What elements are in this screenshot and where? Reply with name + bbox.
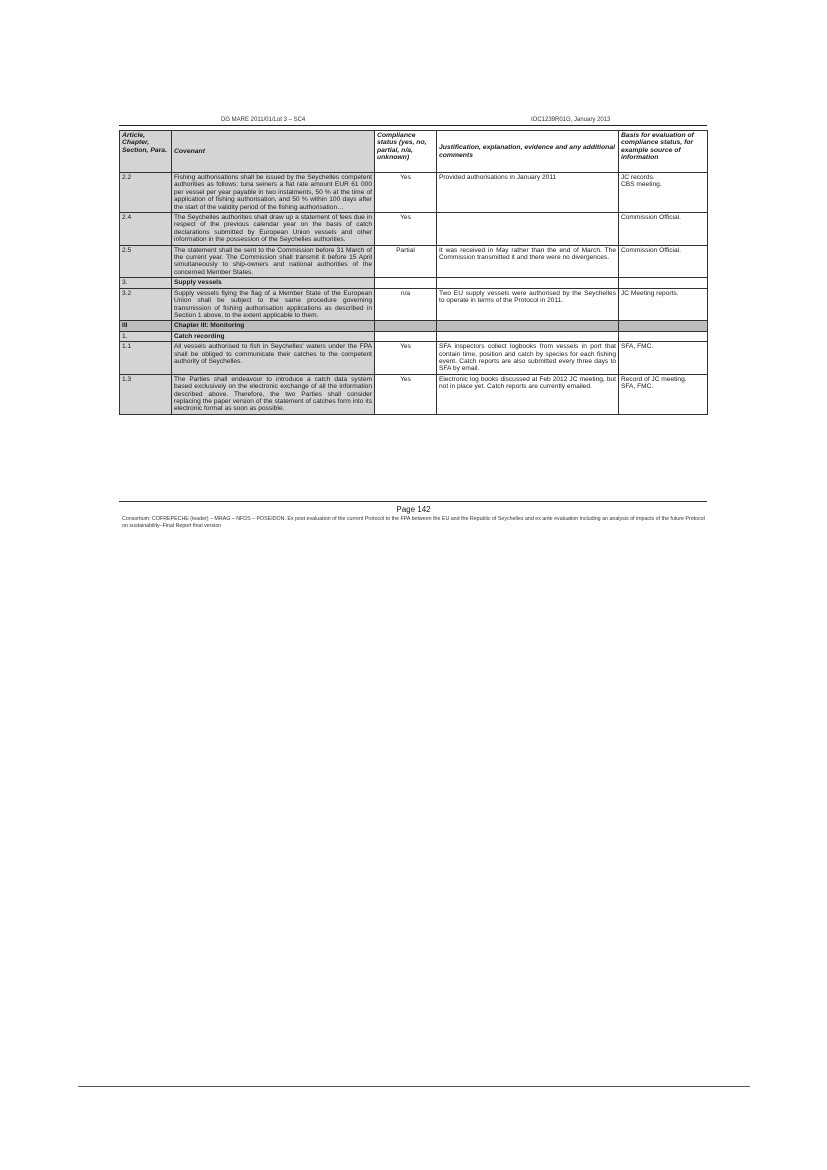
cell-basis: Record of JC meeting. SFA, FMC. <box>619 374 708 414</box>
cell-justification: Electronic log books discussed at Feb 2012 JC meeting, but not in place yet. Catch reports are currently emailed. <box>437 374 619 414</box>
header-left: DG MARE 2011/01/Lot 3 – SC4 <box>221 117 306 123</box>
page-number: Page 142 <box>396 505 431 514</box>
cell-empty <box>437 278 619 288</box>
cell-empty <box>375 278 437 288</box>
col-header-covenant: Covenant <box>172 131 375 173</box>
cell-ref: 2.5 <box>120 245 172 278</box>
cell-covenant: All vessels authorised to fish in Seychelles' waters under the FPA shall be obliged to communicate their catches to the competent authority of Seychelles. <box>172 342 375 375</box>
cell-ref: 2.2 <box>120 173 172 213</box>
cell-empty <box>619 278 708 288</box>
page-bottom-rule <box>78 1086 750 1087</box>
cell-covenant: Supply vessels flying the flag of a Member State of the European Union shall be subject to the same procedure governing transmission of fishing authorisation applications as described in Section 1 above, to the extent applicable to them. <box>172 288 375 321</box>
cell-section-title: Catch recording <box>172 331 375 341</box>
consortium-footer: Consortium: COFREPECHE (leader) – MRAG – NFDS – POSEIDON. Ex post evaluation of the current Protocol to the FPA between the EU and the Republic of Seychelles and ex ante evaluation including an analysis of impacts of the future Protocol on sustainability–Final Report final version <box>122 516 705 529</box>
cell-covenant: The Seychelles authorities shall draw up a statement of fees due in respect of the previous calendar year on the basis of catch declarations submitted by European Union vessels and other information in the possession of the Seychelles authorities. <box>172 213 375 246</box>
cell-justification <box>437 213 619 246</box>
cell-status: Yes <box>375 213 437 246</box>
cell-basis: Commission Official. <box>619 245 708 278</box>
col-header-article: Article, Chapter, Section, Para. <box>120 131 172 173</box>
cell-ref: 1.3 <box>120 374 172 414</box>
cell-status: n/a <box>375 288 437 321</box>
cell-status: Yes <box>375 173 437 213</box>
cell-justification: It was received in May rather than the end of March. The Commission transmitted it and there were no divergences. <box>437 245 619 278</box>
covenant-table <box>119 130 708 415</box>
cell-chapter-title: Chapter III: Monitoring <box>172 321 375 331</box>
cell-covenant: The statement shall be sent to the Commission before 31 March of the current year. The Commission shall transmit it before 15 April simultaneously to ship-owners and national authorities of the concerned Member States. <box>172 245 375 278</box>
cell-justification: Provided authorisations in January 2011 <box>437 173 619 213</box>
cell-covenant: The Parties shall endeavour to introduce a catch data system based exclusively on the electronic exchange of all the information described above. Therefore, the two Parties shall consider replacing the paper version of the statement of catches form into its electronic format as soon as possible. <box>172 374 375 414</box>
cell-basis: Commission Official. <box>619 213 708 246</box>
cell-basis: JC records. CBS meeting. <box>619 173 708 213</box>
cell-empty <box>375 331 437 341</box>
table-row <box>120 173 708 213</box>
cell-basis: SFA, FMC. <box>619 342 708 375</box>
cell-status: Yes <box>375 342 437 375</box>
table-row <box>120 213 708 246</box>
cell-empty <box>619 331 708 341</box>
section-heading-row <box>120 331 708 341</box>
chapter-heading-row <box>120 321 708 331</box>
cell-ref: 3.2 <box>120 288 172 321</box>
cell-covenant: Fishing authorisations shall be issued by the Seychelles competent authorities as follows: tuna seiners a flat rate amount EUR 61 000 per vessel per year payable in two instalments, 50 % at the time of application of fishing authorisation, and 50 % within 100 days after the start of the validity period of the fishing authorisation… <box>172 173 375 213</box>
cell-status: Yes <box>375 374 437 414</box>
table-row <box>120 245 708 278</box>
cell-empty <box>437 321 619 331</box>
table-row <box>120 374 708 414</box>
header-right: IOC1239R01G, January 2013 <box>531 117 611 123</box>
header-rule <box>119 125 707 126</box>
footer-rule <box>119 501 707 502</box>
col-header-basis: Basis for evaluation of compliance status, for example source of information <box>619 131 708 173</box>
cell-ref: 1.1 <box>120 342 172 375</box>
table-row <box>120 342 708 375</box>
table-header-row <box>120 131 708 173</box>
col-header-status: Compliance status (yes, no, partial, n/a, unknown) <box>375 131 437 173</box>
cell-ref: III <box>120 321 172 331</box>
cell-ref: 2.4 <box>120 213 172 246</box>
cell-ref: 3. <box>120 278 172 288</box>
cell-empty <box>619 321 708 331</box>
cell-ref: 1. <box>120 331 172 341</box>
col-header-justification: Justification, explanation, evidence and any additional comments <box>437 131 619 173</box>
cell-justification: Two EU supply vessels were authorised by the Seychelles to operate in terms of the Protocol in 2011. <box>437 288 619 321</box>
cell-empty <box>375 321 437 331</box>
cell-empty <box>437 331 619 341</box>
section-heading-row <box>120 278 708 288</box>
cell-justification: SFA inspectors collect logbooks from vessels in port that contain time, position and catch by species for each fishing event. Catch reports are also submitted every three days to SFA by email. <box>437 342 619 375</box>
cell-section-title: Supply vessels <box>172 278 375 288</box>
table-row <box>120 288 708 321</box>
cell-basis: JC Meeting reports. <box>619 288 708 321</box>
cell-status: Partial <box>375 245 437 278</box>
